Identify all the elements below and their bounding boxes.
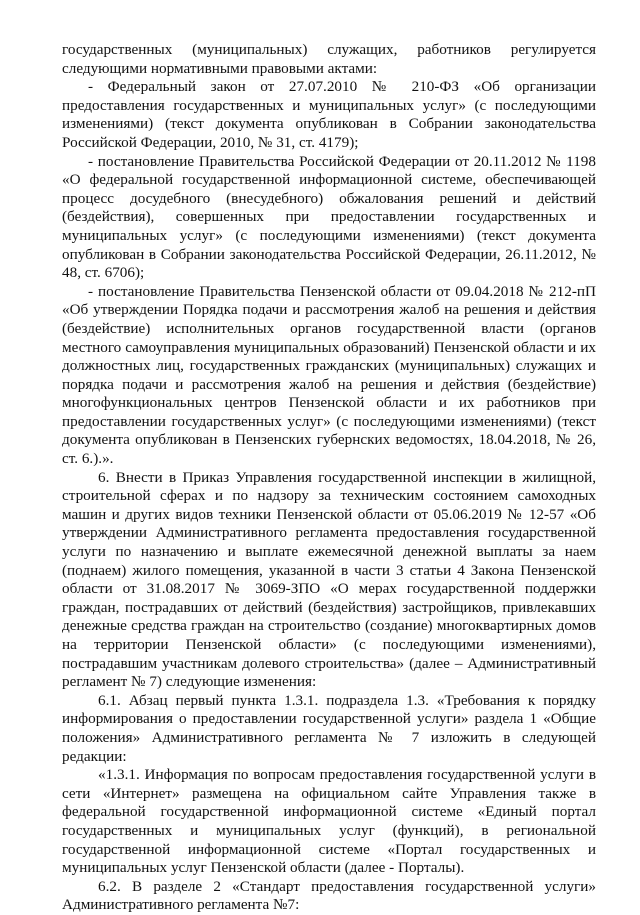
paragraph-item-6-2: 6.2. В разделе 2 «Стандарт предоставления государственной услуги» Административного регламента №7: — [62, 877, 596, 914]
paragraph-intro: государственных (муниципальных) служащих, работников регулируется следующими нормативными правовыми актами: — [62, 41, 596, 77]
paragraph-government-resolution-1198: - постановление Правительства Российской Федерации от 20.11.2012 № 1198 «О федеральной государственной информационной системе, обеспечивающей процесс досудебного (внесудебного) обжалования решений и действий (бездействия), совершенных при предоставлении государственных и муниципальных услуг» (с последующими изменениями) (текст документа опубликован в Собрании законодательства Российской Федерации, 26.11.2012, № 48, ст. 6706); — [62, 152, 596, 282]
paragraph-quote-1-3-1: «1.3.1. Информация по вопросам предоставления государственной услуги в сети «Интернет» размещена на официальном сайте Управления также в федеральной государственной информационной системе «Единый портал государственных и муниципальных услуг (функций), в региональной государственной информационной системе «Портал государственных и муниципальных услуг Пензенской области (далее - Порталы). — [62, 766, 596, 877]
paragraph-federal-law-210: - Федеральный закон от 27.07.2010 № 210-ФЗ «Об организации предоставления государственных и муниципальных услуг» (с последующими изменениями) (текст документа опубликован в Собрании законодательства Российской Федерации, 2010, № 31, ст. 4179); — [62, 78, 596, 151]
paragraph-item-6-1: 6.1. Абзац первый пункта 1.3.1. подраздела 1.3. «Требования к порядку информирования о предоставлении государственной услуги» раздела 1 «Общие положения» Административного регламента № 7 изложить в следующей редакции: — [62, 691, 596, 765]
paragraph-item-6: 6. Внести в Приказ Управления государственной инспекции в жилищной, строительной сферах и по надзору за техническим состоянием самоходных машин и других видов техники Пензенской области от 05.06.2019 № 12-57 «Об утверждении Административного регламента предоставления государственной услуги по назначению и выплате ежемесячной денежной выплаты за наем (поднаем) жилого помещения, указанной в части 3 статьи 4 Закона Пензенской области от 31.08.2017 № 3069-ЗПО «О мерах государственной поддержки граждан, пострадавших от действий (бездействия) застройщиков, привлекавших денежные средства граждан на строительство (создание) многоквартирных домов на территории Пензенской области» (с последующими изменениями), пострадавшим участникам долевого строительства» (далее – Административный регламент № 7) следующие изменения: — [62, 468, 596, 691]
paragraph-penza-resolution-212: - постановление Правительства Пензенской области от 09.04.2018 № 212-пП «Об утверждении Порядка подачи и рассмотрения жалоб на решения и действия (бездействие) исполнительных органов государственной власти (органов местного самоуправления муниципальных образований) Пензенской области и их должностных лиц, государственных гражданских (муниципальных) служащих и порядка подачи и рассмотрения жалоб на решения и действия (бездействие) многофункциональных центров Пензенской области и их работников при предоставлении государственных услуг» (с последующими изменениями) (текст документа опубликован в Пензенских губернских ведомостях, 18.04.2018, № 26, ст. 6.).». — [62, 282, 596, 468]
document-page — [62, 41, 596, 915]
